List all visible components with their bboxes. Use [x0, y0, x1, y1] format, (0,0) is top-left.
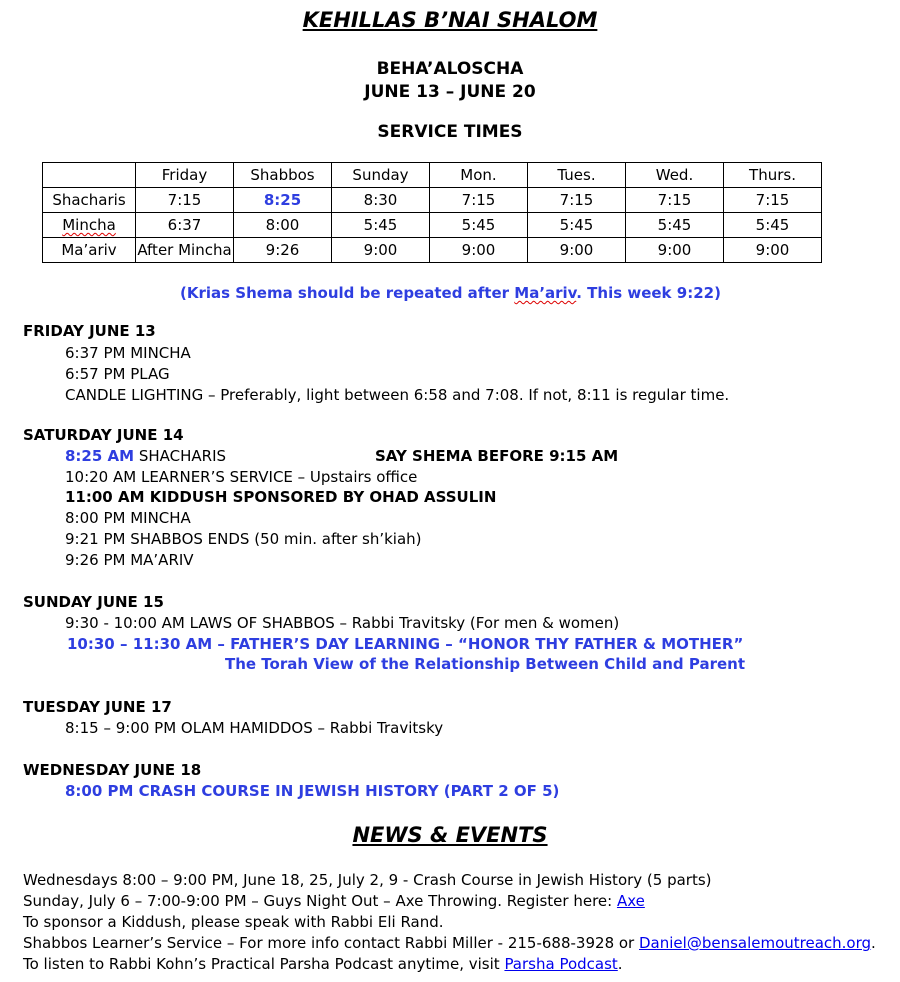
friday-candle-lighting: CANDLE LIGHTING – Preferably, light between 6:58 and 7:08. If not, 8:11 is regular time. [65, 386, 730, 404]
krias-shema-note [180, 284, 721, 302]
news-learners-text: Shabbos Learner’s Service – For more info contact Rabbi Miller - 215-688-3928 or [23, 934, 639, 952]
table-cell: 7:15 [626, 188, 724, 213]
saturday-shema-note: SAY SHEMA BEFORE 9:15 AM [375, 447, 619, 465]
table-cell: 9:26 [234, 238, 332, 263]
service-times-heading: SERVICE TIMES [377, 122, 523, 142]
axe-link[interactable]: Axe [616, 892, 645, 910]
friday-mincha: 6:37 PM MINCHA [65, 344, 191, 362]
table-cell: 5:45 [528, 213, 626, 238]
friday-plag: 6:57 PM PLAG [65, 365, 170, 383]
row-label-mincha [43, 213, 136, 238]
service-times-table [42, 162, 822, 263]
news-podcast [23, 955, 623, 973]
table-cell: 8:00 [234, 213, 332, 238]
tuesday-olam-hamiddos: 8:15 – 9:00 PM OLAM HAMIDDOS – Rabbi Travitsky [65, 719, 444, 737]
saturday-shabbos-ends: 9:21 PM SHABBOS ENDS (50 min. after sh’kiah) [65, 530, 422, 548]
table-row [43, 238, 822, 263]
column-header: Tues. [528, 163, 626, 188]
row-label-maariv: Ma’ariv [43, 238, 136, 263]
row-label-mincha-text: Mincha [62, 216, 116, 234]
news-guys-night-out [23, 892, 645, 910]
table-cell: 5:45 [332, 213, 430, 238]
saturday-learners-service: 10:20 AM LEARNER’S SERVICE – Upstairs office [65, 468, 418, 486]
week-dates: JUNE 13 – JUNE 20 [364, 82, 536, 102]
column-header: Thurs. [724, 163, 822, 188]
column-header: Friday [136, 163, 234, 188]
table-cell: 7:15 [724, 188, 822, 213]
table-cell: 5:45 [724, 213, 822, 238]
table-cell: 9:00 [626, 238, 724, 263]
saturday-shacharis-text: SHACHARIS [134, 447, 227, 465]
table-cell: 7:15 [136, 188, 234, 213]
congregation-title: KEHILLAS B’NAI SHALOM [302, 8, 598, 32]
table-corner-cell [43, 163, 136, 188]
column-header: Wed. [626, 163, 724, 188]
saturday-header: SATURDAY JUNE 14 [23, 426, 184, 444]
sunday-laws-of-shabbos: 9:30 - 10:00 AM LAWS OF SHABBOS – Rabbi Travitsky (For men & women) [65, 614, 620, 632]
news-sponsor-kiddush: To sponsor a Kiddush, please speak with Rabbi Eli Rand. [23, 913, 444, 931]
sunday-header: SUNDAY JUNE 15 [23, 593, 164, 611]
row-label-shacharis: Shacharis [43, 188, 136, 213]
parsha-heading [0, 58, 900, 104]
table-cell: 7:15 [430, 188, 528, 213]
krias-post: . This week 9:22) [576, 284, 721, 302]
table-cell: 9:00 [724, 238, 822, 263]
sunday-torah-view: The Torah View of the Relationship Between Child and Parent [225, 655, 746, 673]
news-guys-night-text: Sunday, July 6 – 7:00-9:00 PM – Guys Night Out – Axe Throwing. Register here: [23, 892, 617, 910]
parsha-name: BEHA’ALOSCHA [376, 59, 524, 79]
news-learners-end: . [871, 934, 876, 952]
krias-pre: (Krias Shema should be repeated after [180, 284, 515, 302]
sunday-fathers-day-learning: 10:30 – 11:30 AM – FATHER’S DAY LEARNING – “HONOR THY FATHER & MOTHER” [67, 635, 744, 653]
friday-header: FRIDAY JUNE 13 [23, 322, 156, 340]
saturday-shacharis [65, 447, 226, 465]
news-crash-course: Wednesdays 8:00 – 9:00 PM, June 18, 25, July 2, 9 - Crash Course in Jewish History (5 parts) [23, 871, 712, 889]
tuesday-header: TUESDAY JUNE 17 [23, 698, 172, 716]
table-row [43, 188, 822, 213]
krias-maariv: Ma’ariv [514, 284, 577, 302]
column-header: Shabbos [234, 163, 332, 188]
saturday-kiddush: 11:00 AM KIDDUSH SPONSORED BY OHAD ASSULIN [65, 488, 497, 506]
column-header: Mon. [430, 163, 528, 188]
saturday-mincha: 8:00 PM MINCHA [65, 509, 191, 527]
wednesday-crash-course: 8:00 PM CRASH COURSE IN JEWISH HISTORY (PART 2 OF 5) [65, 782, 560, 800]
news-events-title: NEWS & EVENTS [352, 823, 548, 847]
table-cell-highlight: 8:25 [234, 188, 332, 213]
table-header-row [43, 163, 822, 188]
table-cell: 7:15 [528, 188, 626, 213]
table-cell: After Mincha [136, 238, 234, 263]
wednesday-header: WEDNESDAY JUNE 18 [23, 761, 202, 779]
table-cell: 9:00 [332, 238, 430, 263]
table-cell: 9:00 [528, 238, 626, 263]
saturday-maariv: 9:26 PM MA’ARIV [65, 551, 194, 569]
news-podcast-end: . [617, 955, 623, 973]
table-cell: 6:37 [136, 213, 234, 238]
table-cell: 5:45 [430, 213, 528, 238]
email-link[interactable]: Daniel@bensalemoutreach.org [639, 934, 872, 952]
column-header: Sunday [332, 163, 430, 188]
saturday-shacharis-time: 8:25 AM [65, 447, 135, 465]
news-learners-service [23, 934, 876, 952]
table-cell: 9:00 [430, 238, 528, 263]
parsha-podcast-link[interactable]: Parsha Podcast [504, 955, 618, 973]
table-row [43, 213, 822, 238]
table-cell: 8:30 [332, 188, 430, 213]
news-podcast-text: To listen to Rabbi Kohn’s Practical Parsha Podcast anytime, visit [23, 955, 505, 973]
table-cell: 5:45 [626, 213, 724, 238]
